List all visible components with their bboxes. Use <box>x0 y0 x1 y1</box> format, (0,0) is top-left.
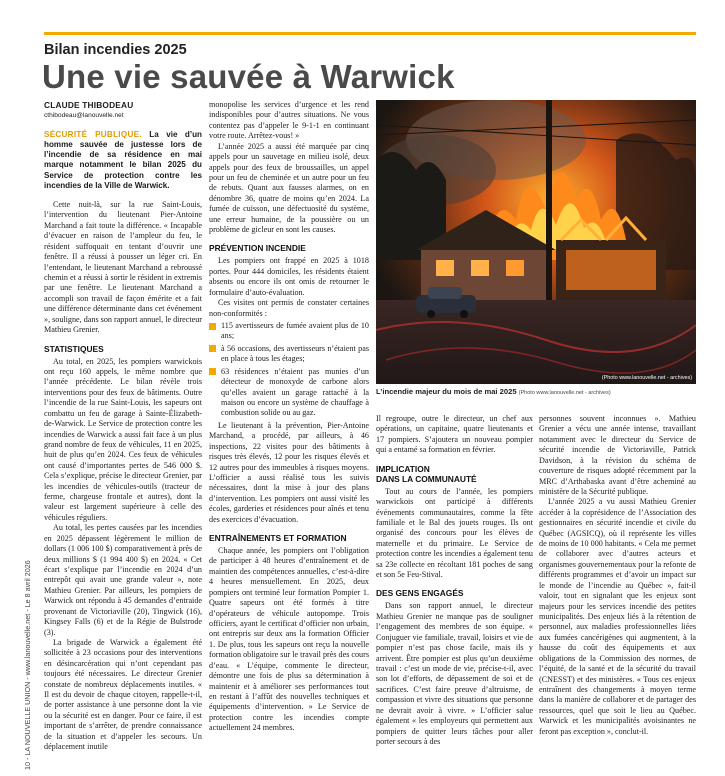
paragraph: Les pompiers ont frappé en 2025 à 1018 portes. Pour 444 domiciles, les résidents étaient absents ou encore ils ont omis de retourner le formulaire d’auto-évaluation. <box>209 256 369 297</box>
photo-credit: (Photo www.lanouvelle.net - archives) <box>601 375 692 381</box>
article-column-2 <box>209 100 369 768</box>
paragraph: La brigade de Warwick a également été sollicitée à 23 occasions pour des interventions en désincarcération qui n’ont cependant pas toujours été nécessaires. Le directeur Grenier constate de nombreux déplacements inutiles. « Il est du devoir de chaque citoyen, rappelle-t-il, de porter assistance à une personne dont la vie ou la sécurité est en danger. Pour ce faire, il est important de s’arrêter, de prendre connaissance de la situation et d’appeler les secours. Un déplacement inutile <box>44 637 202 752</box>
bullet-square-icon <box>209 345 216 352</box>
headline: Une vie sauvée à Warwick <box>42 58 455 95</box>
author-name: CLAUDE THIBODEAU <box>44 100 134 110</box>
bullet-square-icon <box>209 368 216 375</box>
paragraph: Dans son rapport annuel, le directeur Mathieu Grenier ne manque pas de souligner l’engagement des membres de son équipe. « Conjuguer vie familiale, travail, loisirs et vie de pompier n’est pas chose facile, mais ils y arrivent. Être pompier est plus qu’un deuxième travail : c’est un mode de vie, précise-t-il, avec son lot d’efforts, de dépassement de soi et de sacrifices. C’est faire preuve d’altruisme, de compassion et vivre des situations que personne ne devrait avoir à vivre. » L’officier salue également « les employeurs qui permettent aux pompiers de quitter leurs tâches pour aller porter secours à des <box>376 601 533 746</box>
paragraph: Il regroupe, outre le directeur, un chef aux opérations, un capitaine, quatre lieutenants et 17 pompiers. S’ajoutera un nouveau pompier qui a entamé sa formation en février. <box>376 414 533 455</box>
paragraph: L’année 2025 a vu aussi Mathieu Grenier accéder à la coprésidence de l’Association des gestionnaires en sécurité incendie et civile du Québec (AGSICQ), où il représente les villes de moins de 10 000 habitants. « Cela me permet de collaborer avec d’autres acteurs et organismes gouvernementaux pour la refonte de différents programmes et d’avoir un impact sur le monde de l’incendie au Québec », fait-il valoir, tout en signalant que les enjeux sont majeurs pour les services incendie des petites municipalités. Des enjeux liés à la rétention de personnel, aux maladies professionnelles liées aux fumées cancérigènes qui augmentent, à la hausse du coût des équipements et aux obligations de la Commission des normes, de l’équité, de la santé et de la sécurité du travail (CNESST) et des ministères. « Tous ces enjeux entraînent des changements à moyen terme dans la manière de collaborer et de partager des ressources, quel que soit le lieu au Québec. Warwick et les municipalités avoisinantes ne feront pas exception », conclut-il. <box>539 497 696 736</box>
author-email: cthibodeau@lanouvelle.net <box>44 112 124 120</box>
section-heading-implication: IMPLICATION DANS LA COMMUNAUTÉ <box>376 463 477 484</box>
paragraph: Tout au cours de l’année, les pompiers warwickois ont participé à différents événements communautaires, comme la fête familiale et le Bal des jouets rouges. Ils ont organisé des concours pour les élèves de maternelle et du primaire. Le Service de protection contre les incendies a également tenu sa 23e collecte en récoltant 181 poches de sang et son 5e Feu-Stival. <box>376 486 533 580</box>
section-kicker: Bilan incendies 2025 <box>44 42 187 58</box>
bullet-square-icon <box>209 323 216 330</box>
section-heading-statistiques: STATISTIQUES <box>44 343 104 354</box>
paragraph: Le lieutenant à la prévention, Pier-Antoine Marchand, a procédé, par ailleurs, à 46 inspections, 22 visites pour des bâtiments à risques très élevés, 12 pour les risques élevés et 12 autres pour des immeubles à risques moyens. L’officier a aussi réalisé tous les suivis nécessaires, dont la mise à jour des plans d’intervention. Les pompiers ont aussi visité les écoles, garderies et résidences pour aînés et tenu des exercices d’évacuation. <box>209 420 369 524</box>
caption-credit: (Photo www.lanouvelle.net - archives) <box>518 390 611 396</box>
article-column-4 <box>539 414 696 768</box>
paragraph: monopolise les services d’urgence et les rend indisponibles pour d’autres situations. Ne vous contentez pas d’appeler le 9-1-1 en continuant votre route. Arrêtez-vous! » <box>209 100 369 141</box>
lead-text: La vie d’un homme sauvée de justesse lors de l’incendie de sa résidence en mai marque notamment le bilan 2025 du Service de protection contre les incendies de la Ville de Warwick. <box>44 129 202 190</box>
top-rule <box>44 32 696 35</box>
section-heading-formation: ENTRAÎNEMENTS ET FORMATION <box>209 533 347 544</box>
paragraph: Cette nuit-là, sur la rue Saint-Louis, l’intervention du lieutenant Pier-Antoine Marchand a fait toute la différence. « Incapable d’évacuer en raison de l’ampleur du feu, le résident suffoquait en tentant d’ouvrir une fenêtre. Il a réussi à pousser un léger cri. En l’entendant, le lieutenant Marchand a rebroussé chemin et a réussi à sortir le résident in extremis par une fenêtre. Le lieutenant Marchand a accompli son travail de façon émérite et a fait une différence déterminante dans cet événement », souligne, dans son rapport annuel, le directeur Mathieu Grenier. <box>44 200 202 335</box>
lead-tag: SÉCURITÉ PUBLIQUE. <box>44 129 142 139</box>
bullet-item: 63 résidences n’étaient pas munies d’un détecteur de monoxyde de carbone alors qu’elles avaient un garage rattaché à la maison ou encore un système de chauffage à combustion solide ou au gaz. <box>209 367 369 419</box>
article-column-1 <box>44 100 202 768</box>
paragraph: Ces visites ont permis de constater certaines non-conformités : <box>209 298 369 318</box>
bullet-item: 115 avertisseurs de fumée avaient plus de 10 ans; <box>209 321 369 342</box>
section-heading-prevention: PRÉVENTION INCENDIE <box>209 243 306 254</box>
house-fire-photo <box>376 100 696 384</box>
article-column-3 <box>376 414 533 768</box>
bullet-item: à 56 occasions, des avertisseurs n’étaient pas en place à tous les étages; <box>209 344 369 365</box>
caption-text: L’incendie majeur du mois de mai 2025 <box>376 387 517 396</box>
article-lead <box>44 130 202 191</box>
page-folio: 10 - LA NOUVELLE UNION - www.lanouvelle.net - Le 8 avril 2026 <box>23 560 32 770</box>
paragraph: Chaque année, les pompiers ont l’obligation de participer à 48 heures d’entraînement et de maintien des compétences annuelles, c’est-à-dire 4 heures mensuellement. En 2025, deux pompiers ont terminé leur formation Pompier 1. Quatre sapeurs ont été formés à titre d’opérateurs de véhicule autopompe. Trois officiers, ayant le certificat d’officier non urbain, ont entrepris sur deux ans la formation Officier 1. De plus, tous les sapeurs ont reçu la nouvelle formation obligatoire sur le travail près des cours d’eau. « L’équipe, commente le directeur, démontre une fois de plus sa détermination à maintenir et à améliorer ses performances tout en restant à l’affût des nouvelles techniques et équipements d’intervention. » Le Service de protection contre les incendies compte actuellement 24 membres. <box>209 546 369 733</box>
paragraph: personnes souvent inconnues ». Mathieu Grenier a vécu une année intense, travaillant notamment avec le directeur du Service de sécurité incendie de Victoriaville, Patrick Davidson, à la révision du schéma de couverture de risques adopté récemment par la MRC d’Arthabaska avant d’être acheminé au ministère de la Sécurité publique. <box>539 414 696 496</box>
paragraph: Au total, les pertes causées par les incendies en 2025 dépassent légèrement le million de dollars (1 006 100 $) comparativement à près de deux millions $ (1 994 400 $) en 2024. « Cet écart s’explique par l’incendie en 2024 d’un entrepôt qui avait une grande valeur », note Mathieu Grenier. Par ailleurs, les pompiers de Warwick ont répondu à 45 demandes d’entraide provenant de Victoriaville (20), Tingwick (16), Kingsey Falls (6) et de la Régie de Bulstrode (3). <box>44 523 202 637</box>
section-heading-engages: DES GENS ENGAGÉS <box>376 588 464 599</box>
paragraph: L’année 2025 a aussi été marquée par cinq appels pour un sauvetage en milieu isolé, deux appels pour des feux de broussailles, un appel pour un feu de cheminée et un autre pour un feu de rebuts. Quant aux fausses alarmes, on en dénombre 36, quatre de moins qu’en 2024. La fumée de cuisson, une défectuosité du système, une erreur humaine, de la poussière ou un problème de gicleur en sont les causes. <box>209 141 369 235</box>
paragraph: Au total, en 2025, les pompiers warwickois ont reçu 160 appels, le même nombre que l’année précédente. Le bilan révèle trois interventions pour des feux de bâtiments. Outre l’incendie de la rue Saint-Louis, les sapeurs ont combattu un feu de garage à Sainte-Élizabeth-de-Warwick. Le Service de protection contre les incendies de Warwick a aussi fait face à un plus grand nombre de feux de véhicules, 11 en 2025, huit de plus qu’en 2024. Ces feux de véhicules ont causé d’importantes pertes de 546 000 $. Cela s’explique, précise le directeur Grenier, par les incendies de véhicules-outils (tracteur de ferme, chargeuse frontale et autres), dont la valeur est largement supérieure à celle des véhicules réguliers. <box>44 356 202 522</box>
photo-caption <box>376 387 696 396</box>
house-fire-illustration <box>376 100 696 384</box>
